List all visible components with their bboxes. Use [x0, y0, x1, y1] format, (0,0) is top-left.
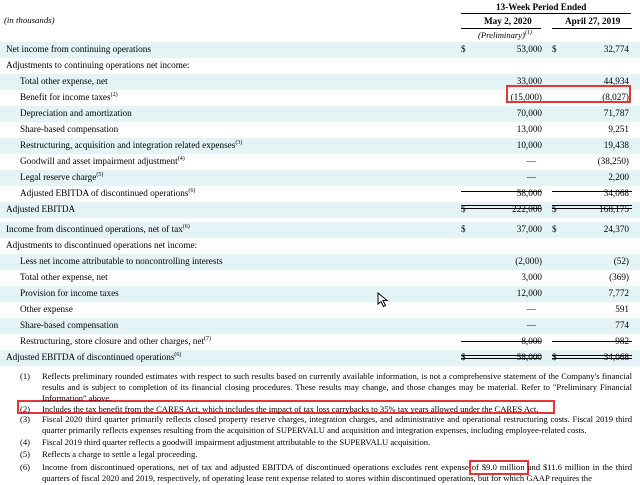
table-row — [0, 42, 640, 58]
subtotal-rule-col1 — [461, 191, 541, 192]
currency-symbol: $ — [552, 224, 557, 234]
footnote-text: Fiscal 2020 third quarter primarily reflects closed property reserve charges, integration charges, and administrative and operational restructuring costs. Fiscal 2019 third quarter primarily reflects expenses resulting from the acquisition of SUPERVALU and acquisition and integration expenses, including employee-related costs. — [42, 414, 632, 435]
footnote-marker: (6) — [20, 462, 31, 472]
total-double-rule-col1 — [461, 205, 541, 209]
table-row — [0, 154, 640, 170]
row-label: Total other expense, net — [20, 272, 108, 282]
value-2020: 37,000 — [516, 224, 542, 234]
value-2020: 58,000 — [516, 352, 542, 362]
value-2019: 9,251 — [608, 124, 629, 134]
value-2020: 222,000 — [512, 204, 542, 214]
value-2020: 8,000 — [521, 336, 542, 346]
value-2020: — — [526, 172, 536, 182]
units-note: (in thousands) — [4, 15, 55, 25]
value-2019: 7,772 — [608, 288, 629, 298]
value-2020: (15,000) — [510, 92, 542, 102]
footnote-marker: (2) — [20, 404, 31, 414]
col1-preliminary-note: (Preliminary)$^{(1)}$ — [478, 30, 532, 40]
footnote-text: Includes the tax benefit from the CARES Act, which includes the impact of tax loss carrybacks to 35% tax years allowed under the CARES Act. — [42, 404, 539, 414]
row-label: Less net income attributable to noncontrolling interests — [20, 256, 223, 266]
table-row — [0, 254, 640, 270]
table-row — [0, 222, 640, 238]
footnote-marker: (4) — [20, 437, 31, 447]
col1-date: May 2, 2020 — [484, 16, 532, 26]
row-label: Depreciation and amortization — [20, 108, 132, 118]
currency-symbol: $ — [552, 44, 557, 54]
value-2020: 3,000 — [521, 272, 542, 282]
value-2020: 33,000 — [516, 76, 542, 86]
footnote-marker: (5) — [20, 449, 31, 459]
col2-date: April 27, 2019 — [565, 16, 621, 26]
table-row — [0, 302, 640, 318]
value-2019: 34,068 — [603, 188, 629, 198]
value-2019: 19,438 — [603, 140, 629, 150]
table-row — [0, 286, 640, 302]
highlight-box-tax-benefit — [506, 85, 631, 103]
currency-symbol: $ — [461, 44, 466, 54]
row-label: Net income from continuing operations — [6, 44, 151, 54]
table-row — [0, 106, 640, 122]
row-label: Benefit for income taxes$^{(2)}$ — [20, 91, 118, 102]
footnote-marker: (3) — [20, 414, 31, 424]
row-label: Income from discontinued operations, net of tax$^{(6)}$ — [6, 223, 190, 234]
value-2020: — — [526, 320, 536, 330]
table-row — [0, 350, 640, 366]
row-label: Total other expense, net — [20, 76, 108, 86]
table-row — [0, 334, 640, 350]
mouse-pointer-icon — [377, 292, 389, 308]
table-row — [0, 318, 640, 334]
table-row — [0, 138, 640, 154]
value-2020: 12,000 — [516, 288, 542, 298]
total2-double-rule-col2 — [552, 355, 632, 359]
total-double-rule-col2 — [552, 205, 632, 209]
value-2019: 24,370 — [603, 224, 629, 234]
value-2020: 13,000 — [516, 124, 542, 134]
row-label: Adjusted EBITDA of discontinued operations$^{(6)}$ — [20, 187, 196, 198]
value-2019: (369) — [609, 272, 629, 282]
currency-symbol: $ — [461, 204, 466, 214]
value-2019: 982 — [615, 336, 629, 346]
row-label: Adjustments to continuing operations net income: — [6, 60, 190, 70]
table-row — [0, 122, 640, 138]
value-2019: 2,200 — [608, 172, 629, 182]
value-2019: (38,250) — [597, 156, 629, 166]
value-2019: 34,068 — [603, 352, 629, 362]
currency-symbol: $ — [552, 204, 557, 214]
value-2019: 71,787 — [603, 108, 629, 118]
value-2019: (52) — [613, 256, 629, 266]
footnote-text: Reflects preliminary rounded estimates with respect to such results based on currently available information, is not a comprehensive statement of the Company's financial results and is subject to completion of its financial closing procedures. These results may change, and those changes may be material. Refer to "Preliminary Financial Information" above. — [42, 371, 632, 403]
row-label: Share-based compensation — [20, 320, 119, 330]
value-2020: 10,000 — [516, 140, 542, 150]
period-title: 13-Week Period Ended — [496, 2, 587, 12]
table-row — [0, 202, 640, 218]
table-row — [0, 270, 640, 286]
value-2019: 44,934 — [603, 76, 629, 86]
col2-date-rule — [552, 28, 632, 29]
footnote-text: Income from discontinued operations, net of tax and adjusted EBITDA of discontinued operations excludes rent expense of $9.0 million and $11.6 million in the third quarters of fiscal 2020 and 2019, respectively, of operating lease rent expense related to stores within discontinued operations, but for which GAAP requires the — [42, 462, 632, 483]
row-label: Share-based compensation — [20, 124, 119, 134]
footnote-marker: (1) — [20, 371, 31, 381]
table-row — [0, 238, 640, 254]
subtotal-rule2-col1 — [461, 341, 541, 342]
row-label: Other expense — [20, 304, 73, 314]
total2-double-rule-col1 — [461, 355, 541, 359]
subtotal-rule-col2 — [552, 191, 632, 192]
value-2020: 53,000 — [516, 44, 542, 54]
period-title-rule — [461, 13, 631, 14]
subtotal-rule2-col2 — [552, 341, 632, 342]
table-row — [0, 58, 640, 74]
row-label: Adjusted EBITDA — [6, 204, 76, 214]
value-2019: 168,175 — [599, 204, 629, 214]
row-label: Goodwill and asset impairment adjustment$^{(4)}$ — [20, 155, 185, 166]
row-label: Restructuring, store closure and other charges, net$^{(7)}$ — [20, 335, 212, 346]
currency-symbol: $ — [461, 224, 466, 234]
footnote-text: Fiscal 2019 third quarter reflects a goodwill impairment adjustment attributable to the SUPERVALU acquisition. — [42, 437, 431, 447]
footnote-text: Reflects a charge to settle a legal proceeding. — [42, 449, 198, 459]
currency-symbol: $ — [461, 352, 466, 362]
row-label: Restructuring, acquisition and integration related expenses$^{(3)}$ — [20, 139, 243, 150]
row-label: Legal reserve charge$^{(5)}$ — [20, 171, 104, 182]
value-2019: 774 — [615, 320, 629, 330]
value-2019: 32,774 — [603, 44, 629, 54]
value-2019: 591 — [615, 304, 629, 314]
value-2019: (8,027) — [602, 92, 629, 102]
value-2020: 70,000 — [516, 108, 542, 118]
table-row — [0, 186, 640, 202]
row-label: Provision for income taxes — [20, 288, 119, 298]
value-2020: — — [526, 156, 536, 166]
value-2020: 58,000 — [516, 188, 542, 198]
currency-symbol: $ — [552, 352, 557, 362]
value-2020: (2,000) — [515, 256, 542, 266]
col1-date-rule — [461, 28, 541, 29]
value-2020: — — [526, 304, 536, 314]
row-label: Adjusted EBITDA of discontinued operations$^{(6)}$ — [6, 351, 182, 362]
row-label: Adjustments to discontinued operations net income: — [6, 240, 198, 250]
table-row — [0, 170, 640, 186]
